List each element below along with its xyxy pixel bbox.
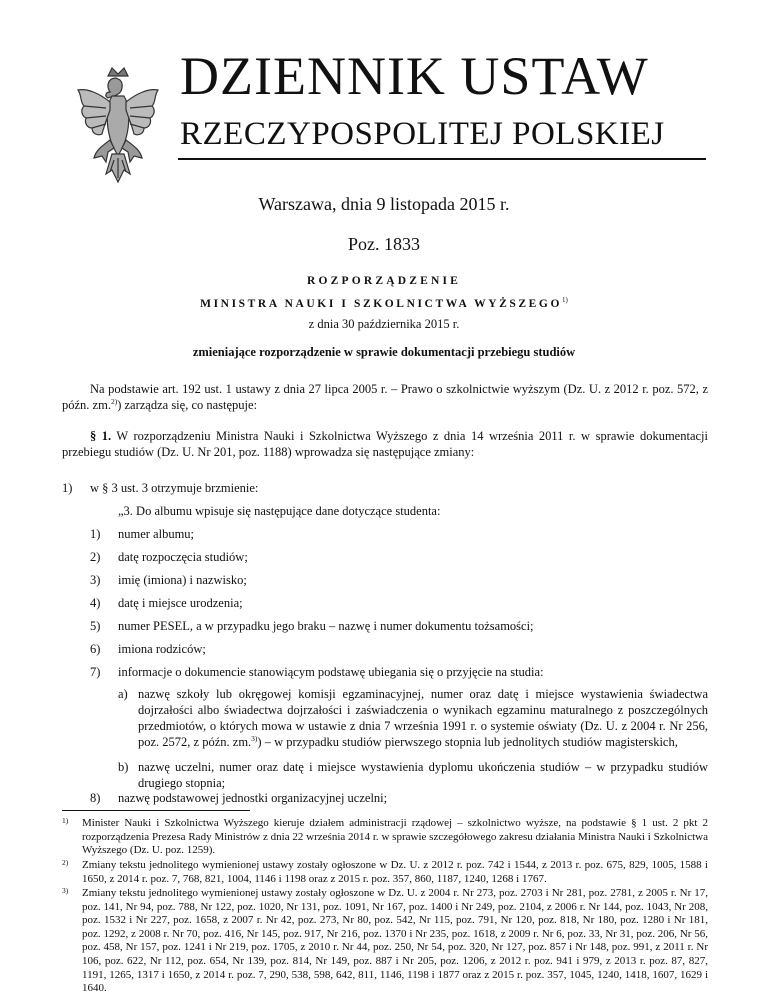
act-date: z dnia 30 października 2015 r. — [308, 317, 460, 331]
list-item: imię (imiona) i nazwisko; — [118, 573, 247, 587]
list-item-number: 2) — [90, 550, 101, 564]
footnote-ref: 3) — [251, 733, 258, 743]
list-item-number: 1) — [90, 527, 101, 541]
journal-title: DZIENNIK USTAW — [180, 46, 649, 106]
footnote-divider — [62, 810, 250, 811]
masthead-divider — [178, 158, 706, 160]
list-item: numer albumu; — [118, 527, 195, 541]
list-item: nazwę podstawowej jednostki organizacyjnej uczelni; — [118, 791, 388, 805]
list-item-number: 4) — [90, 596, 101, 610]
position-number: Poz. 1833 — [348, 234, 420, 254]
subitem-a-text — [138, 686, 708, 750]
act-type: ROZPORZĄDZENIE — [306, 275, 462, 287]
act-authority — [0, 296, 768, 310]
preamble-paragraph — [62, 381, 708, 413]
footnote-number: 2) — [62, 858, 69, 867]
footnote-number: 1) — [62, 816, 69, 825]
section-text: W rozporządzeniu Ministra Nauki i Szkolnictwa Wyższego z dnia 14 września 2011 r. w sprawie dokumentacji przebiegu studiów (Dz. U. Nr 201, poz. 1188) wprowadza się następujące zmiany: — [62, 429, 708, 459]
journal-subtitle: RZECZYPOSPOLITEJ POLSKIEJ — [180, 116, 665, 152]
polish-eagle-emblem-icon — [72, 66, 164, 194]
list-item-number: 5) — [90, 619, 101, 633]
change-text: w § 3 ust. 3 otrzymuje brzmienie: — [90, 481, 259, 495]
list-item: numer PESEL, a w przypadku jego braku – nazwę i numer dokumentu tożsamości; — [118, 619, 534, 633]
footnote — [62, 887, 708, 996]
section-1-paragraph — [62, 428, 708, 460]
footnote-text: Zmiany tekstu jednolitego wymienionej ustawy zostały ogłoszone w Dz. U. z 2004 r. Nr 273, poz. 2703 i Nr 281, poz. 2781, z 2005 r. Nr 17, poz. 141, Nr 94, poz. 788, Nr 122, poz. 1020, Nr 131, poz. 1091, Nr 167, poz. 1400 i Nr 249, poz. 2104, z 2006 r. Nr 144, poz. 1043, Nr 208, poz. 1532 i Nr 227, poz. 1658, z 2007 r. Nr 42, poz. 273, Nr 80, poz. 542, Nr 115, poz. 791, Nr 120, poz. 818, Nr 180, poz. 1280 i Nr 181, poz. 1292, z 2008 r. Nr 70, poz. 416, Nr 145, poz. 917, Nr 216, poz. 1370 i Nr 235, poz. 1618, z 2009 r. Nr 6, poz. 33, Nr 31, poz. 206, Nr 56, poz. 458, Nr 157, poz. 1241 i Nr 219, poz. 1705, z 2010 r. Nr 44, poz. 250, Nr 54, poz. 320, Nr 127, poz. 857 i Nr 148, poz. 991, z 2011 r. Nr 106, poz. 622, Nr 112, poz. 654, Nr 139, poz. 814, Nr 149, poz. 887 i Nr 205, poz. 1206, z 2012 r. poz. 941 i 979, z 2013 r. poz. 87, 827, 1191, 1265, 1317 i 1650, z 2014 r. poz. 7, 290, 538, 598, 642, 811, 1146, 1198 i 1877 oraz z 2015 r. poz. 357, 1045, 1240, 1418, 1607, 1629 i 1640. — [82, 887, 708, 995]
footnote — [62, 859, 708, 886]
list-item: imiona rodziców; — [118, 642, 206, 656]
section-mark: § 1. — [90, 429, 112, 443]
list-item: informacje o dokumencie stanowiącym podstawę ubiegania się o przyjęcie na studia: — [118, 665, 544, 679]
subitem-b-text: nazwę uczelni, numer oraz datę i miejsce wystawienia dyplomu ukończenia studiów – w przypadku studiów drugiego stopnia; — [138, 760, 708, 790]
subitem-a-text-end: ) – w przypadku studiów pierwszego stopnia lub jednolitych studiów magisterskich, — [257, 735, 678, 749]
list-item-number: 6) — [90, 642, 101, 656]
footnote-text: Zmiany tekstu jednolitego wymienionej ustawy zostały ogłoszone w Dz. U. z 2012 r. poz. 742 i 1544, z 2013 r. poz. 675, 829, 1005, 1588 i 1650, z 2014 r. poz. 7, 768, 821, 1004, 1146 i 1198 oraz z 2015 r. poz. 357, 860, 1187, 1240, 1268 i 1767. — [82, 859, 708, 885]
list-item-number: 3) — [90, 573, 101, 587]
subitem-number: a) — [118, 687, 128, 701]
footnote-ref: 2) — [110, 396, 118, 406]
preamble-text: Na podstawie art. 192 ust. 1 ustawy z dnia 27 lipca 2005 r. – Prawo o szkolnictwie wyższym (Dz. U. z 2012 r. poz. 572, z późn. zm. — [62, 382, 708, 412]
quote-intro: „3. Do albumu wpisuje się następujące dane dotyczące studenta: — [118, 504, 441, 518]
list-item-number: 7) — [90, 665, 101, 679]
list-item: datę i miejsce urodzenia; — [118, 596, 243, 610]
footnote-ref: 1) — [562, 296, 568, 304]
issue-date: Warszawa, dnia 9 listopada 2015 r. — [258, 194, 510, 214]
footnote — [62, 817, 708, 858]
subitem-number: b) — [118, 760, 129, 774]
list-item: datę rozpoczęcia studiów; — [118, 550, 248, 564]
change-number: 1) — [62, 481, 73, 495]
footnote-text: Minister Nauki i Szkolnictwa Wyższego kieruje działem administracji rządowej – szkolnictwo wyższe, na podstawie § 1 ust. 2 pkt 2 rozporządzenia Prezesa Rady Ministrów z dnia 22 września 2014 r. w sprawie szczegółowego zakresu działania Ministra Nauki i Szkolnictwa Wyższego (Dz. U. poz. 1259). — [82, 817, 708, 857]
footnote-number: 3) — [62, 886, 69, 895]
subitem-a-text-part: nazwę szkoły lub okręgowej komisji egzaminacyjnej, numer oraz datę i miejsce wystawienia świadectwa dojrzałości albo świadectwa dojrzałości i zaświadczenia o wynikach egzaminu maturalnego z poszczególnych przedmiotów, o których mowa w ustawie z dnia 7 września 1991 r. o systemie oświaty (Dz. U. z 2004 r. Nr 256, poz. 2572, z późn. zm. — [138, 687, 708, 749]
act-title: zmieniające rozporządzenie w sprawie dokumentacji przebiegu studiów — [192, 345, 576, 359]
list-item-number: 8) — [90, 791, 101, 805]
act-authority-text: MINISTRA NAUKI I SZKOLNICTWA WYŻSZEGO — [200, 297, 562, 310]
preamble-text-end: ) zarządza się, co następuje: — [117, 398, 258, 412]
